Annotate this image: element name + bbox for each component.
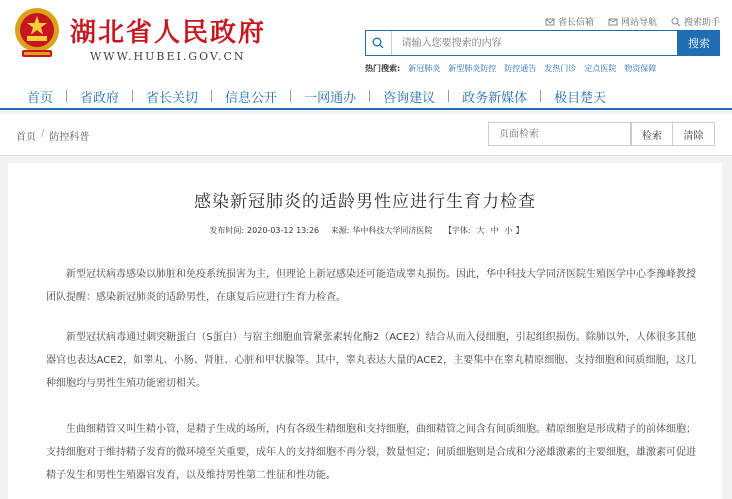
hot-word[interactable]: 物资保障 bbox=[624, 64, 657, 73]
breadcrumb bbox=[16, 128, 89, 143]
nav-item-new-media[interactable]: 政务新媒体 bbox=[462, 90, 528, 106]
nav-item-consultation[interactable]: 咨询建议 bbox=[383, 90, 436, 106]
article-paragraph: 新型冠状病毒通过刺突糖蛋白（S蛋白）与宿主细胞血管紧张素转化酶2（ACE2）结合从而入侵细胞，引起组织损伤。除肺以外，人体很多其他器官也表达ACE2，如睾丸、小肠、肾脏、心脏和甲状腺等。其中，睾丸表达大量的ACE2，主要集中在睾丸精原细胞、支持细胞和间质细胞，这几种细胞均与男性生殖功能密切相关。 bbox=[46, 332, 696, 389]
article-title: 感染新冠肺炎的适龄男性应进行生育力检查 bbox=[194, 192, 536, 212]
font-size-medium[interactable]: 中 bbox=[490, 226, 499, 235]
main-nav bbox=[0, 84, 732, 110]
source-value: 华中科技大学同济医院 bbox=[352, 226, 433, 235]
article-paragraph: 新型冠状病毒感染以肺脏和免疫系统损害为主，但理论上新冠感染还可能造成睾丸损伤。因此，华中科技大学同济医院生殖医学中心李豫峰教授团队提醒：感染新冠肺炎的适龄男性，在康复后应进行生育力检查。 bbox=[46, 269, 696, 303]
article-panel bbox=[8, 163, 722, 499]
nav-item-info-disclosure[interactable]: 信息公开 bbox=[225, 90, 278, 106]
nav-item-government[interactable]: 省政府 bbox=[80, 90, 120, 106]
hot-search-label: 热门搜索: bbox=[365, 64, 401, 73]
font-size-label: 【字体: bbox=[443, 226, 471, 235]
hot-word[interactable]: 新冠肺炎 bbox=[408, 64, 441, 73]
source-label: 来源: bbox=[330, 226, 350, 235]
page-clear-button[interactable]: 清除 bbox=[673, 122, 715, 146]
site-search-bar bbox=[365, 30, 720, 56]
publish-time-label: 发布时间: bbox=[209, 226, 245, 235]
site-title[interactable]: 湖北省人民政府 bbox=[70, 18, 267, 48]
font-size-large[interactable]: 大 bbox=[476, 226, 485, 235]
mail-icon bbox=[608, 17, 618, 27]
nav-item-home[interactable]: 首页 bbox=[27, 90, 54, 106]
nav-item-governor-concerns[interactable]: 省长关切 bbox=[146, 90, 199, 106]
page-search-button[interactable]: 检索 bbox=[631, 122, 673, 146]
article-meta bbox=[8, 225, 722, 236]
nav-item-jimu-chutian[interactable]: 极目楚天 bbox=[554, 90, 607, 106]
search-help-icon bbox=[671, 17, 681, 27]
site-url: WWW.HUBEI.GOV.CN bbox=[90, 50, 246, 63]
hot-word[interactable]: 防控通告 bbox=[504, 64, 537, 73]
site-navigation-label: 网站导航 bbox=[620, 18, 657, 28]
search-help-link[interactable] bbox=[671, 15, 720, 28]
letter-icon bbox=[545, 17, 555, 27]
breadcrumb-section[interactable]: 防控科普 bbox=[49, 132, 90, 143]
publish-time: 2020-03-12 13:26 bbox=[247, 226, 320, 235]
top-links bbox=[545, 15, 720, 28]
search-icon bbox=[366, 31, 392, 55]
font-size-end: 】 bbox=[515, 226, 524, 235]
font-size-small[interactable]: 小 bbox=[504, 226, 513, 235]
search-field bbox=[365, 30, 678, 56]
search-help-label: 搜索助手 bbox=[683, 18, 720, 28]
governor-mailbox-link[interactable] bbox=[545, 15, 594, 28]
hot-word[interactable]: 定点医院 bbox=[584, 64, 617, 73]
site-header bbox=[0, 0, 732, 84]
governor-mailbox-label: 省长信箱 bbox=[557, 18, 594, 28]
page-search-input[interactable] bbox=[488, 122, 631, 146]
search-input[interactable] bbox=[392, 32, 677, 54]
article-paragraph: 生曲细精管又叫生精小管，是精子生成的场所，内有各级生精细胞和支持细胞，曲细精管之间含有间质细胞。精原细胞是形成精子的前体细胞；支持细胞对于维持精子发育的微环境至关重要，成年人的支持细胞不再分裂，数量恒定；间质细胞则是合成和分泌雄激素的主要细胞，雄激素可促进精子发生和男性生殖器官发育，以及维持男性第二性征和性功能。 bbox=[46, 424, 696, 481]
breadcrumb-home[interactable]: 首页 bbox=[16, 132, 36, 143]
site-navigation-link[interactable] bbox=[608, 15, 657, 28]
breadcrumb-bar bbox=[0, 114, 732, 156]
hot-search bbox=[365, 63, 656, 74]
nav-item-one-stop-service[interactable]: 一网通办 bbox=[304, 90, 357, 106]
hot-word[interactable]: 新型肺炎防控 bbox=[448, 64, 497, 73]
national-emblem-icon bbox=[12, 6, 62, 60]
search-button[interactable]: 搜索 bbox=[678, 30, 720, 56]
hot-word[interactable]: 发热门诊 bbox=[544, 64, 577, 73]
breadcrumb-separator: / bbox=[41, 128, 45, 139]
